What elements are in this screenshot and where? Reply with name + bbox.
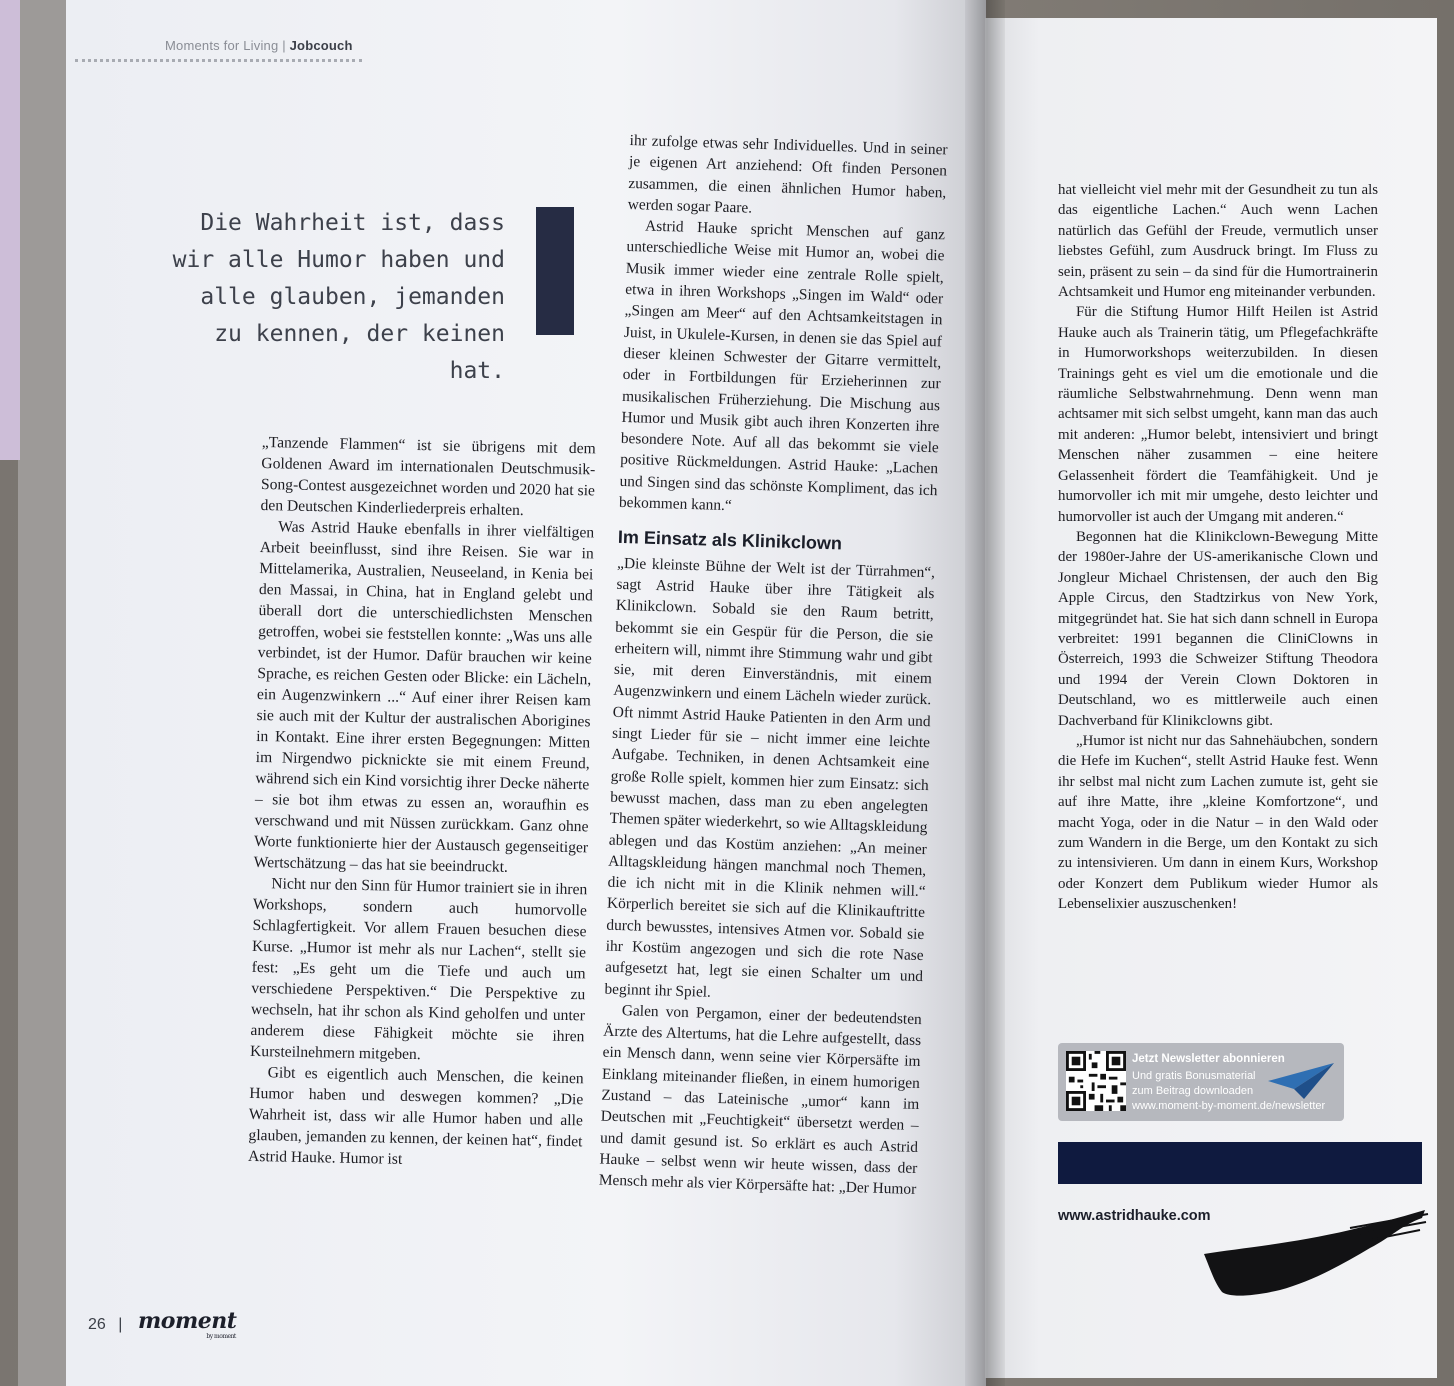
dotted-rule <box>75 59 362 66</box>
paragraph: Begonnen hat die Klinikclown-Bewegung Mitte der 1980er-Jahre der US-amerikanische Clown und Jongleur Michael Christensen, der auch den Big Apple Circus, den Stadtzirkus von New York, mitgegründet hat. Sie hat sich dann schnell in Europa verbreitet: 1991 begannen die CliniClowns in Österreich, 1993 die Schweizer Stiftung Theodora und 1994 der Verein Clown Doktoren in Deutschland, wo es mittlerweile auch einen Dachverband für Klinikclowns gibt. <box>1058 528 1378 729</box>
paragraph: Gibt es eigentlich auch Menschen, die keinen Humor haben und deswegen kommen? „Die Wahrheit ist, dass wir alle Humor haben und alle glauben, jemanden zu kennen, der keinen hat“, findet Astrid Hauke. Humor ist <box>247 1064 584 1168</box>
newsletter-line-2: zum Beitrag downloaden <box>1132 1085 1254 1097</box>
page-number: 26 | <box>88 1316 123 1333</box>
paragraph: hat vielleicht viel mehr mit der Gesundheit zu tun als das eigentliche Lachen.“ Auch wenn Lachen natürlich das Gefühl der Freude, vermutlich unser liebstes Gefühl, zum Ausdruck bringt. Im Fluss zu sein, präsent zu sein – da sind für die Humortrainerin Achtsamkeit und Humor eng miteinander verbunden. <box>1058 182 1378 301</box>
article-column-1 <box>248 432 596 1173</box>
magazine-logo: moment$_{by moment}$ <box>138 1308 237 1340</box>
pull-quote: Die Wahrheit ist, dass wir alle Humor haben und alle glauben, jemanden zu kennen, der keinen hat. <box>172 210 505 384</box>
newsletter-line-1: Und gratis Bonusmaterial <box>1132 1070 1256 1082</box>
article-column-3 <box>1058 180 1378 915</box>
paragraph: Astrid Hauke spricht Menschen auf ganz unterschiedliche Weise mit Humor an, wobei die Musik immer wieder eine zentrale Rolle spielt, etwa in ihren Workshops „Singen im Wald“ oder „Singen am Meer“ auf den Achtsamkeitstagen in Juist, in Ukulele-Kursen, in denen sie das Spiel auf dieser kleinen Schwester der Gitarre vermittelt, oder in Fortbildungen für Erzieherinnen zur musikalischen Früherziehung. Die Mischung aus Humor und Musik gibt auch ihren Konzerten ihre besondere Note. Auf all das bekommt sie viele positive Rückmeldungen. Astrid Hauke: „Lachen und Singen sind das schönste Kompliment, das ich bekommen kann.“ <box>618 217 946 515</box>
accent-bar <box>1058 1142 1422 1184</box>
paragraph: „Humor ist nicht nur das Sahnehäubchen, sondern die Hefe im Kuchen“, stellt Astrid Hauke fest. Wenn ihr selbst mal nicht zum Lachen zumute ist, geht sie auf ihre Matte, ihre „kleine Komfortzone“, und macht Yoga, oder in die Natur – in den Wald oder zum Wandern in die Berge, um den Kontakt zu sich zu intensivieren. Um dann in einem Kurs, Workshop oder Konzert dem Publikum wieder Humor als Lebenselixier auszuschenken! <box>1058 732 1378 913</box>
page-gutter <box>965 0 1005 1386</box>
folio-separator: | <box>118 1316 123 1333</box>
newsletter-box[interactable] <box>1058 1043 1344 1121</box>
brush-stroke-icon <box>1200 1208 1430 1298</box>
newsletter-url[interactable]: www.moment-by-moment.de/newsletter <box>1132 1100 1326 1112</box>
paper-plane-icon <box>1268 1061 1334 1101</box>
article-column-2 <box>599 130 948 1201</box>
magazine-cover-edge <box>0 0 20 460</box>
paragraph: „Tanzende Flammen“ ist sie übrigens mit dem Goldenen Award im internationalen Deutschmusik-Song-Contest ausgezeichnet worden und 2020 hat sie den Deutschen Kinderliederpreis erhalten. <box>260 433 596 520</box>
category-label: Jobcouch <box>289 38 353 53</box>
running-head <box>165 38 353 53</box>
newsletter-heading: Jetzt Newsletter abonnieren <box>1132 1053 1285 1065</box>
paragraph: Für die Stiftung Humor Hilft Heilen ist Astrid Hauke auch als Trainerin tätig, um Pflegefachkräfte in Humorworkshops weiterzubilden. In diesen Trainings geht es viel um die emotionale und die räumliche Selbstwahrnehmung. Denn wenn man achtsamer mit sich selbst umgeht, kann man das auch mit anderen: „Humor belebt, intensiviert und bringt Menschen näher zusammen – eine heitere Gelassenheit fördert die Teamfähigkeit. Und je humorvoller ich mit mir umgehe, desto leichter und humorvoller ist auch der Umgang mit anderen.“ <box>1058 304 1378 525</box>
paragraph: Galen von Pergamon, einer der bedeutendsten Ärzte des Altertums, hat die Lehre aufgestellt, dass ein Mensch dann, wenn seine vier Körpersäfte im Einklang miteinander fließen, in einem humorigen Zustand – das Lateinische „umor“ kann im Deutschen mit „Feuchtigkeit“ übersetzt werden – und damit gesund ist. So erklärt es auch Astrid Hauke – selbst wenn wir heute wissen, dass der Mensch mehr als vier Körpersäfte hat: „Der Humor <box>598 1002 922 1199</box>
qr-code-icon[interactable] <box>1066 1051 1126 1111</box>
subheading: Im Einsatz als Klinikclown <box>617 527 843 554</box>
paragraph: Was Astrid Hauke ebenfalls in ihrer vielfältigen Arbeit beeinflusst, sind ihre Reisen. Sie war in Mittelamerika, Australien, Neuseeland, in Kenia bei den Massai, in China, hat in England gelebt und überall dort die unterschiedlichsten Menschen getroffen, wobei sie feststellen konnte: „Was uns alle verbindet, ist der Humor. Dafür brauchen wir keine Sprache, es reichen Gesten oder Blicke: ein Lächeln, ein Augenzwinkern ...“ Auf einer ihrer Reisen kam sie auch mit der Kultur der australischen Aborigines in Kontakt. Eine ihrer ersten Begegnungen: Mitten im Nirgendwo picknickte sie mit einem Freund, während sich ein Kind vorsichtig ihrer Decke näherte – sie bot ihm etwas zu essen an, woraufhin es verschwand und mit Nüssen zurückkam. Ganz ohne Worte funktionierte hier der Austausch gegenseitiger Wertschätzung – das hat sie beeindruckt. <box>253 518 595 876</box>
section-separator: | <box>282 38 286 53</box>
paragraph: ihr zufolge etwas sehr Individuelles. Und in seiner je eigenen Art anziehend: Oft finden Personen zusammen, die einen ähnlichen Humor haben, werden sogar Paare. <box>627 131 948 217</box>
paragraph: Nicht nur den Sinn für Humor trainiert sie in ihren Workshops, sondern auch humorvolle Schlagfertigkeit. Vor allem Frauen besuchen diese Kurse. „Humor ist mehr als nur Lachen“, stellt sie fest: „Es geht um die Tiefe und auch um verschiedene Perspektiven.“ Die Perspektive zu wechseln, hat ihr schon als Kind geholfen und unter anderem diese Fähigkeit möchte sie ihren Kursteilnehmern mitgeben. <box>249 875 588 1064</box>
paragraph: „Die kleinste Bühne der Welt ist der Türrahmen“, sagt Astrid Hauke über ihre Tätigkeit als Klinikclown. Sobald sie den Raum betritt, bekommt sie ein Gespür für die Person, die sie erheitern will, nimmt ihre Stimmung wahr und gibt sie, mit deren Einverständnis, mit einem Augenzwinkern und einem Lächeln wieder zurück. Oft nimmt Astrid Hauke Patienten in den Arm und singt Lieder für sie – nicht immer eine leichte Aufgabe. Techniken, in denen Achtsamkeit eine große Rolle spielt, kommen hier zum Einsatz: sich bewusst machen, dass man zu eben angelegten Themen später wiederkehrt, so wie Alltagskleidung ablegen und das Kostüm anziehen: „An meiner Alltagskleidung hängen manchmal noch Themen, die ich nicht mit in die Klinik nehmen will.“ Körperlich bereitet sie sich auf die Klinikauftritte durch bewusstes, intensives Atmen vor. Sobald sie ihr Kostüm angezogen und sich die rote Nase aufgesetzt hat, legt sie einen Schalter um und beginnt ihr Spiel. <box>604 554 936 1001</box>
pull-quote-bar <box>536 207 574 335</box>
website-link[interactable]: www.astridhauke.com <box>1058 1208 1211 1224</box>
section-label: Moments for Living <box>165 38 279 53</box>
